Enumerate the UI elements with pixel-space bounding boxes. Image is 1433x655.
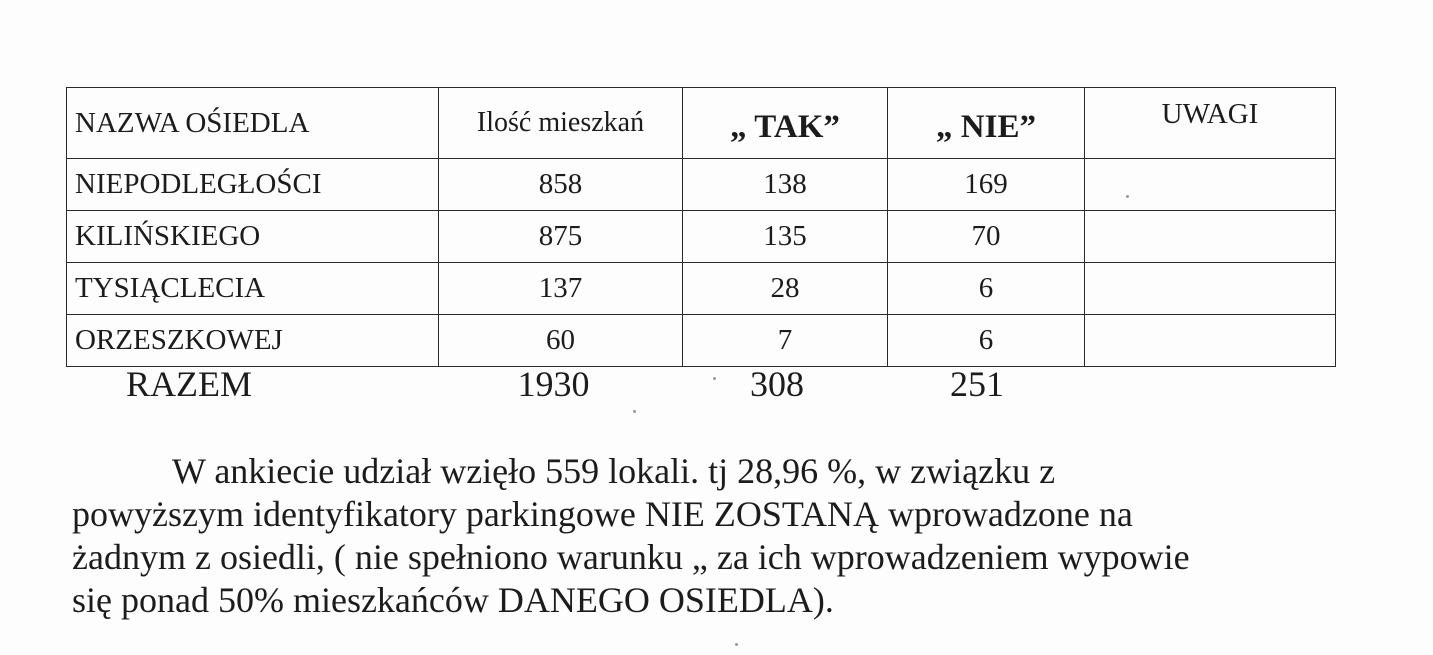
totals-yes: 308 (750, 364, 804, 404)
header-flats-count: Ilość mieszkań (439, 88, 683, 159)
table-row (67, 263, 1336, 315)
cell-notes (1085, 263, 1336, 315)
conclusion-paragraph (72, 450, 1412, 622)
scan-speck (1126, 195, 1129, 198)
header-notes: UWAGI (1085, 88, 1336, 159)
scan-speck (633, 410, 636, 413)
cell-yes: 7 (683, 315, 888, 367)
cell-flats-count: 60 (439, 315, 683, 367)
cell-no: 169 (888, 159, 1085, 211)
paragraph-line: żadnym z osiedli, ( nie spełniono warunku „ za ich wprowadzeniem wypowie (72, 537, 1190, 577)
cell-estate-name: KILIŃSKIEGO (67, 211, 439, 263)
cell-no: 70 (888, 211, 1085, 263)
cell-estate-name: ORZESZKOWEJ (67, 315, 439, 367)
table-row (67, 159, 1336, 211)
cell-notes (1085, 159, 1336, 211)
cell-notes (1085, 211, 1336, 263)
paragraph-line: powyższym identyfikatory parkingowe NIE ZOSTANĄ wprowadzone na (72, 494, 1133, 534)
table-row (67, 315, 1336, 367)
totals-flats: 1930 (517, 364, 590, 404)
cell-no: 6 (888, 263, 1085, 315)
cell-estate-name: TYSIĄCLECIA (67, 263, 439, 315)
table-row (67, 211, 1336, 263)
header-no: „ NIE” (888, 88, 1085, 159)
paragraph-line: W ankiecie udział wzięło 559 lokali. tj 28,96 %, w związku z (172, 451, 1056, 491)
cell-no: 6 (888, 315, 1085, 367)
cell-yes: 28 (683, 263, 888, 315)
cell-yes: 135 (683, 211, 888, 263)
cell-flats-count: 858 (439, 159, 683, 211)
totals-label: RAZEM (126, 364, 252, 404)
cell-flats-count: 137 (439, 263, 683, 315)
survey-results-table (66, 87, 1336, 367)
cell-yes: 138 (683, 159, 888, 211)
cell-flats-count: 875 (439, 211, 683, 263)
cell-estate-name: NIEPODLEGŁOŚCI (67, 159, 439, 211)
header-yes: „ TAK” (683, 88, 888, 159)
scan-speck (713, 377, 716, 380)
cell-notes (1085, 315, 1336, 367)
table-header-row (67, 88, 1336, 159)
scan-speck (735, 643, 738, 646)
paragraph-line: się ponad 50% mieszkańców DANEGO OSIEDLA). (72, 580, 834, 620)
header-estate-name: NAZWA OŚIEDLA (67, 88, 439, 159)
totals-no: 251 (950, 364, 1004, 404)
